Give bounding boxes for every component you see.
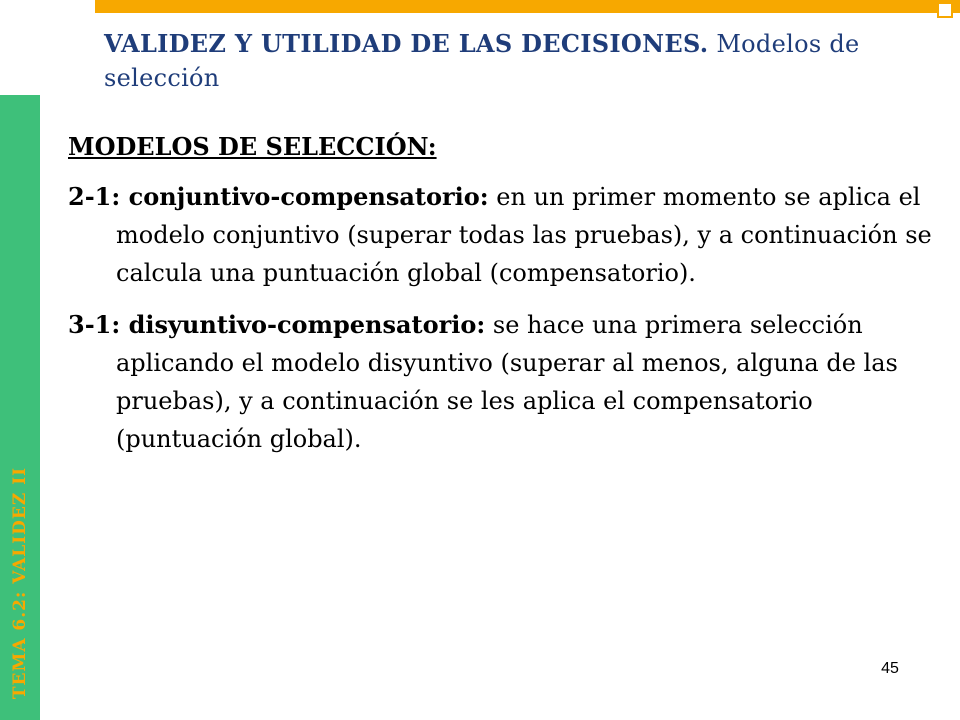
slide-title-main: VALIDEZ Y UTILIDAD DE LAS DECISIONES. bbox=[104, 29, 709, 58]
slide-title-sub: Modelos de selección bbox=[104, 30, 860, 92]
corner-square-decoration bbox=[937, 2, 953, 18]
model-item-label: 3-1: disyuntivo-compensatorio: bbox=[68, 310, 486, 339]
model-item-label: 2-1: conjuntivo-compensatorio: bbox=[68, 182, 489, 211]
slide-content bbox=[68, 128, 948, 472]
page-number: 45 bbox=[881, 660, 899, 677]
top-accent-bar bbox=[95, 0, 960, 13]
slide-title bbox=[104, 27, 934, 95]
sidebar-topic-label: TEMA 6.2: VALIDEZ II bbox=[10, 466, 30, 700]
model-item bbox=[68, 306, 948, 458]
model-item bbox=[68, 178, 948, 292]
model-item-text: se hace una primera selección aplicando el modelo disyuntivo (superar al menos, alguna de las pruebas), y a continuación se les aplica el compensatorio (puntuación global). bbox=[116, 311, 898, 453]
model-item-text: en un primer momento se aplica el modelo conjuntivo (superar todas las pruebas), y a continuación se calcula una puntuación global (compensatorio). bbox=[116, 183, 932, 287]
content-heading: MODELOS DE SELECCIÓN: bbox=[68, 132, 437, 161]
